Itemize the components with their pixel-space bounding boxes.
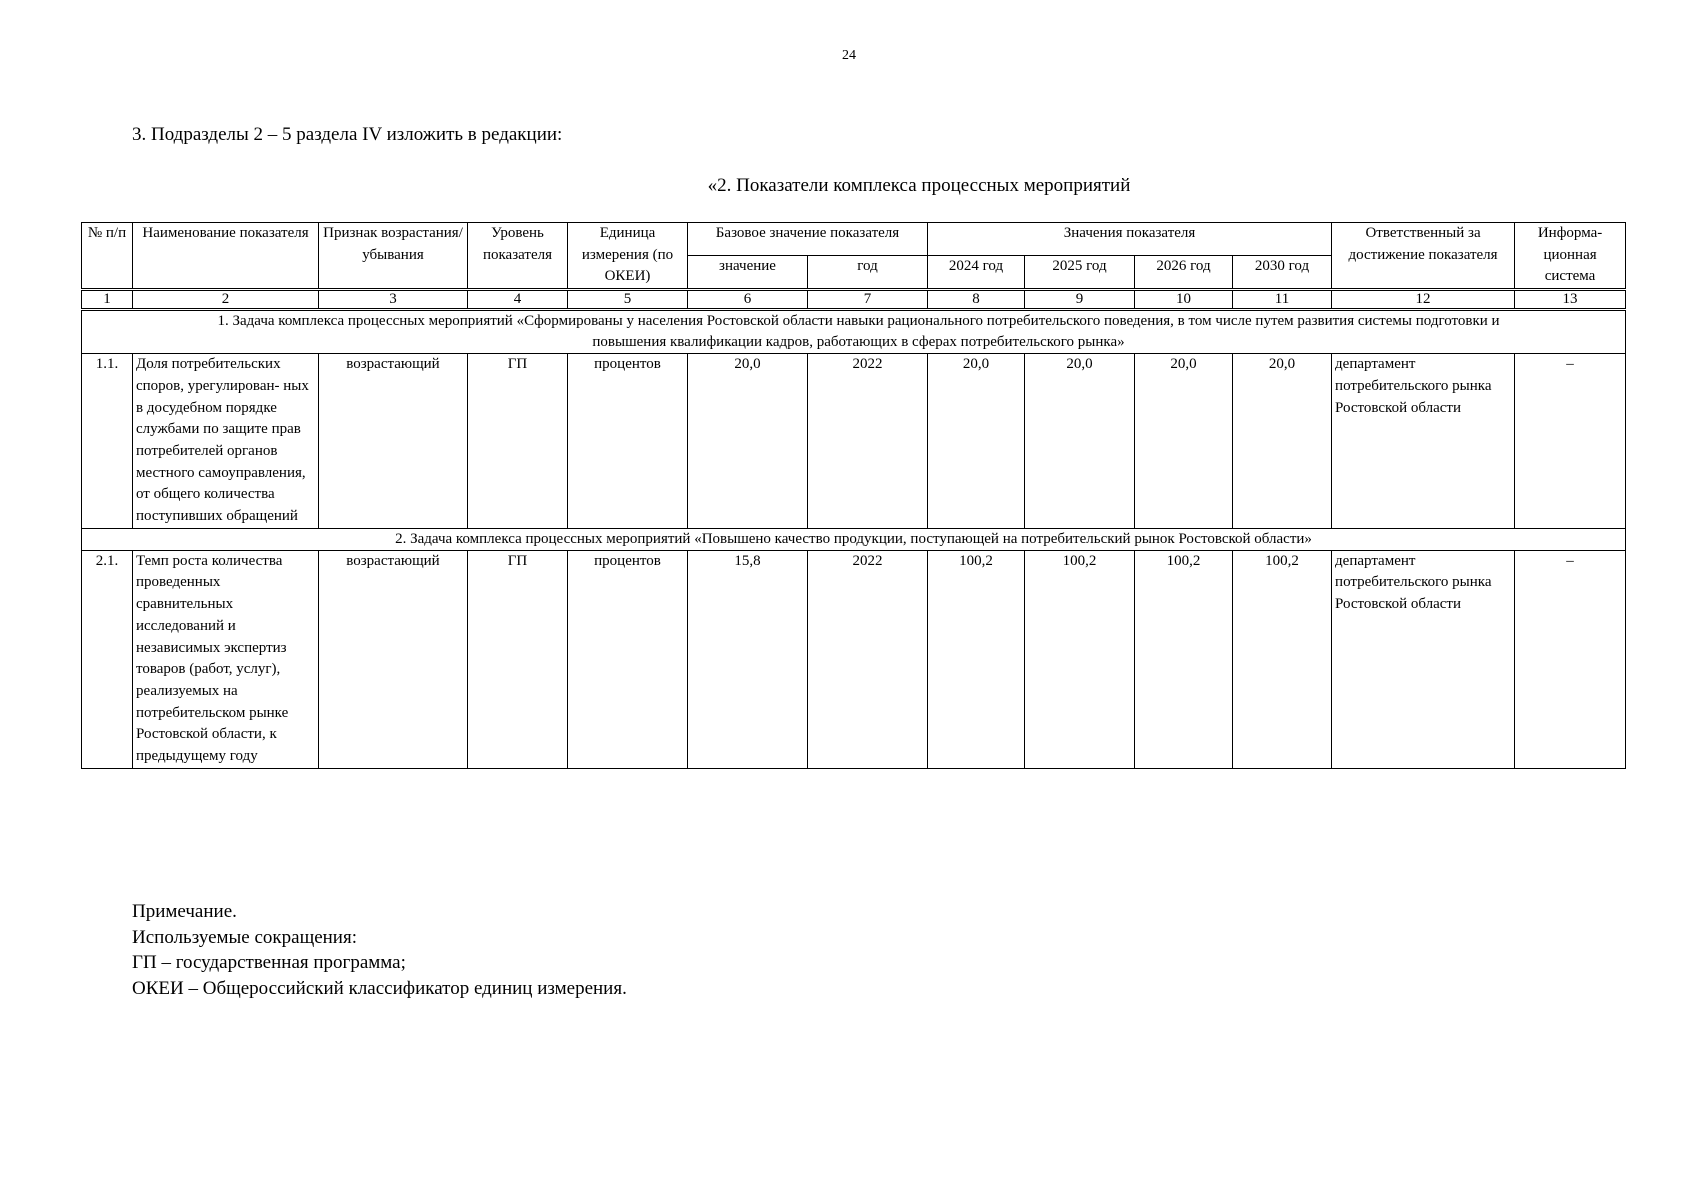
notes-line: ГП – государственная программа; xyxy=(132,952,406,973)
row-base-value: 15,8 xyxy=(688,550,808,768)
header-2026: 2026 год xyxy=(1135,255,1233,289)
column-number: 10 xyxy=(1135,290,1233,310)
row-responsible: департамент потребительского рынка Ростовской области xyxy=(1332,550,1515,768)
column-number: 6 xyxy=(688,290,808,310)
column-number: 11 xyxy=(1233,290,1332,310)
row-name: Доля потребительских споров, урегулирован- ных в досудебном порядке службами по защите прав потребителей органов местного самоуправления, от общего количества поступивших обращений xyxy=(133,354,319,529)
header-base-value: значение xyxy=(688,255,808,289)
row-base-year: 2022 xyxy=(808,550,928,768)
notes-title: Примечание. xyxy=(132,901,237,922)
header-row-1 xyxy=(82,223,1626,256)
table-row xyxy=(82,550,1626,768)
column-number: 9 xyxy=(1025,290,1135,310)
row-responsible: департамент потребительского рынка Ростовской области xyxy=(1332,354,1515,529)
row-name: Темп роста количества проведенных сравнительных исследований и независимых экспертиз товаров (работ, услуг), реализуемых на потребительском рынке Ростовской области, к предыдущему году xyxy=(133,550,319,768)
indicators-table xyxy=(81,222,1626,769)
column-number: 4 xyxy=(468,290,568,310)
row-value-2030: 100,2 xyxy=(1233,550,1332,768)
row-value-2025: 20,0 xyxy=(1025,354,1135,529)
section-title: «2. Показатели комплекса процессных мероприятий xyxy=(707,175,1131,196)
row-info-system: – xyxy=(1515,354,1626,529)
row-sign: возрастающий xyxy=(319,550,468,768)
row-value-2026: 100,2 xyxy=(1135,550,1233,768)
column-number: 12 xyxy=(1332,290,1515,310)
row-base-year: 2022 xyxy=(808,354,928,529)
column-number: 3 xyxy=(319,290,468,310)
row-unit: процентов xyxy=(568,550,688,768)
row-level: ГП xyxy=(468,550,568,768)
header-responsible: Ответственный за достижение показателя xyxy=(1332,223,1515,290)
notes-line: ОКЕИ – Общероссийский классификатор единиц измерения. xyxy=(132,977,627,999)
row-value-2026: 20,0 xyxy=(1135,354,1233,529)
header-name: Наименование показателя xyxy=(133,223,319,290)
header-2030: 2030 год xyxy=(1233,255,1332,289)
row-info-system: – xyxy=(1515,550,1626,768)
column-number: 2 xyxy=(133,290,319,310)
header-unit: Единица измерения (по ОКЕИ) xyxy=(568,223,688,290)
notes xyxy=(132,899,627,1001)
row-num: 2.1. xyxy=(82,550,133,768)
header-num: № п/п xyxy=(82,223,133,290)
header-2025: 2025 год xyxy=(1025,255,1135,289)
header-base-year: год xyxy=(808,255,928,289)
task-1-title: 1. Задача комплекса процессных мероприятий «Сформированы у населения Ростовской области навыки рационального потребительского поведения, в том числе путем развития системы подготовки и повышения квалификации кадров, работающих в сферах потребительского рынка» xyxy=(82,310,1626,354)
page-number: 24 xyxy=(842,48,856,63)
header-2024: 2024 год xyxy=(928,255,1025,289)
header-values-group: Значения показателя xyxy=(928,223,1332,256)
row-num: 1.1. xyxy=(82,354,133,529)
row-value-2030: 20,0 xyxy=(1233,354,1332,529)
task-1-row xyxy=(82,310,1626,354)
row-value-2025: 100,2 xyxy=(1025,550,1135,768)
row-unit: процентов xyxy=(568,354,688,529)
task-2-row xyxy=(82,528,1626,550)
column-number: 5 xyxy=(568,290,688,310)
header-level: Уровень показателя xyxy=(468,223,568,290)
notes-line: Используемые сокращения: xyxy=(132,926,357,948)
column-number: 8 xyxy=(928,290,1025,310)
column-number: 13 xyxy=(1515,290,1626,310)
header-info-system: Информа- ционная система xyxy=(1515,223,1626,290)
column-number: 7 xyxy=(808,290,928,310)
column-number-row xyxy=(82,290,1626,310)
intro-text: 3. Подразделы 2 – 5 раздела IV изложить в редакции: xyxy=(132,124,563,145)
row-level: ГП xyxy=(468,354,568,529)
row-value-2024: 100,2 xyxy=(928,550,1025,768)
row-value-2024: 20,0 xyxy=(928,354,1025,529)
task-2-title: 2. Задача комплекса процессных мероприятий «Повышено качество продукции, поступающей на потребительский рынок Ростовской области» xyxy=(82,528,1626,550)
column-number: 1 xyxy=(82,290,133,310)
header-base-group: Базовое значение показателя xyxy=(688,223,928,256)
header-sign: Признак возрастания/ убывания xyxy=(319,223,468,290)
row-sign: возрастающий xyxy=(319,354,468,529)
row-base-value: 20,0 xyxy=(688,354,808,529)
table-row xyxy=(82,354,1626,529)
